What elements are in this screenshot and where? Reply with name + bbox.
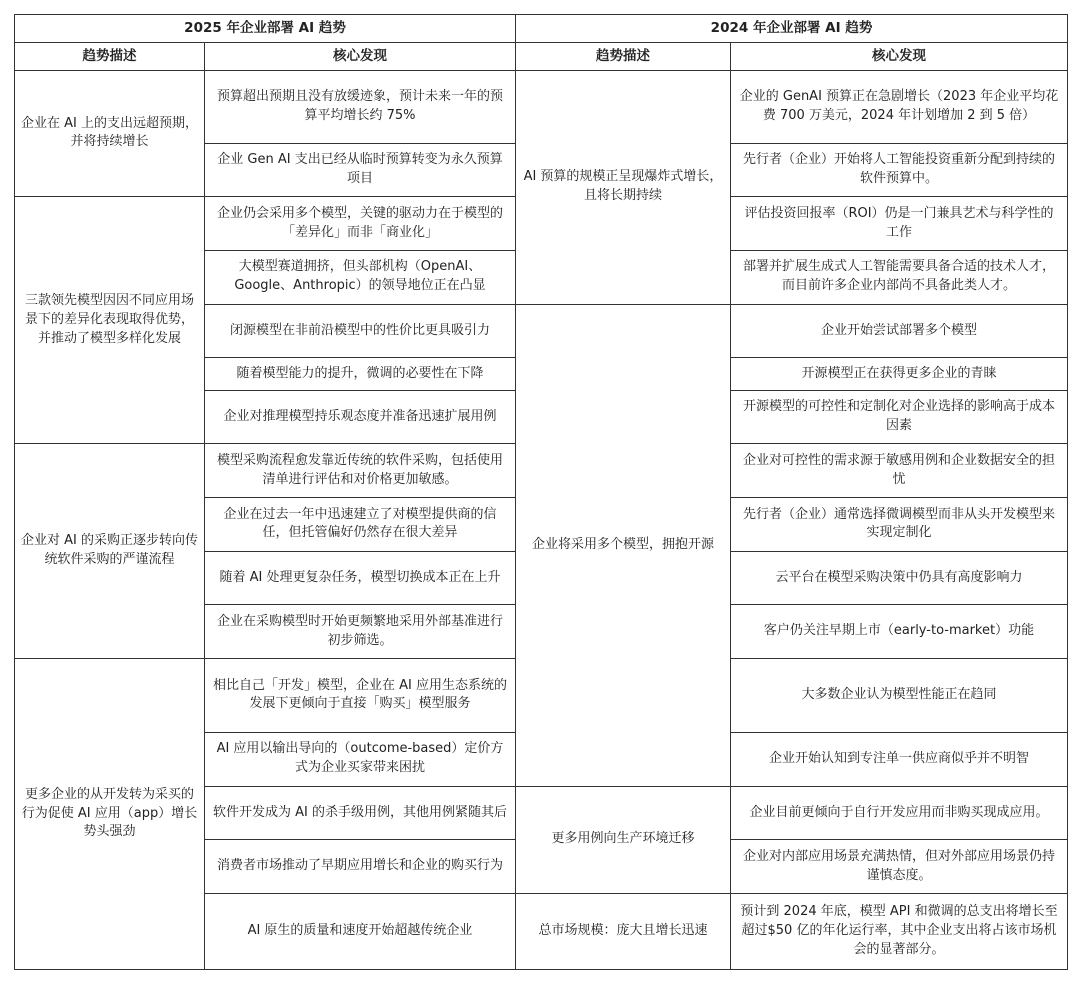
trend-comparison-table — [14, 14, 1068, 970]
trend-2024-cell: 企业将采用多个模型，拥抱开源 — [516, 304, 731, 786]
finding-2025-cell: 随着模型能力的提升，微调的必要性在下降 — [205, 358, 516, 390]
finding-2025-cell: 消费者市场推动了早期应用增长和企业的购买行为 — [205, 840, 516, 894]
trend-2024-cell: 总市场规模：庞大且增长迅速 — [516, 893, 731, 969]
trend-2024-cell: 更多用例向生产环境迁移 — [516, 786, 731, 893]
trend-2025-cell: 企业对 AI 的采购正逐步转向传统软件采购的严谨流程 — [15, 444, 205, 659]
finding-2025-cell: 企业 Gen AI 支出已经从临时预算转变为永久预算项目 — [205, 143, 516, 197]
finding-2024-cell: 开源模型正在获得更多企业的青睐 — [731, 358, 1068, 390]
finding-2025-cell: AI 应用以输出导向的（outcome-based）定价方式为企业买家带来困扰 — [205, 732, 516, 786]
finding-2024-cell: 企业开始尝试部署多个模型 — [731, 304, 1068, 358]
finding-2024-cell: 云平台在模型采购决策中仍具有高度影响力 — [731, 551, 1068, 605]
finding-2024-cell: 开源模型的可控性和定制化对企业选择的影响高于成本因素 — [731, 390, 1068, 444]
finding-2024-cell: 客户仍关注早期上市（early-to-market）功能 — [731, 605, 1068, 659]
finding-2024-cell: 评估投资回报率（ROI）仍是一门兼具艺术与科学性的工作 — [731, 197, 1068, 251]
finding-2025-cell: 企业在采购模型时开始更频繁地采用外部基准进行初步筛选。 — [205, 605, 516, 659]
finding-2025-cell: 模型采购流程愈发靠近传统的软件采购，包括使用清单进行评估和对价格更加敏感。 — [205, 444, 516, 498]
finding-2025-cell: 企业对推理模型持乐观态度并准备迅速扩展用例 — [205, 390, 516, 444]
finding-2025-cell: 大模型赛道拥挤，但头部机构（OpenAI、Google、Anthropic）的领导地位正在凸显 — [205, 250, 516, 304]
finding-2025-cell: 相比自己「开发」模型，企业在 AI 应用生态系统的发展下更倾向于直接「购买」模型服务 — [205, 659, 516, 733]
finding-2024-cell: 企业对内部应用场景充满热情，但对外部应用场景仍持谨慎态度。 — [731, 840, 1068, 894]
finding-2024-cell: 先行者（企业）开始将人工智能投资重新分配到持续的软件预算中。 — [731, 143, 1068, 197]
finding-2024-cell: 大多数企业认为模型性能正在趋同 — [731, 659, 1068, 733]
col-finding-2025: 核心发现 — [205, 43, 516, 70]
finding-2024-cell: 企业的 GenAI 预算正在急剧增长（2023 年企业平均花费 700 万美元，2024 年计划增加 2 到 5 倍） — [731, 70, 1068, 143]
trend-2024-cell: AI 预算的规模正呈现爆炸式增长，且将长期持续 — [516, 70, 731, 304]
finding-2025-cell: 预算超出预期且没有放缓迹象，预计未来一年的预算平均增长约 75% — [205, 70, 516, 143]
col-trend-2024: 趋势描述 — [516, 43, 731, 70]
trend-2025-cell: 企业在 AI 上的支出远超预期，并将持续增长 — [15, 70, 205, 197]
finding-2024-cell: 先行者（企业）通常选择微调模型而非从头开发模型来实现定制化 — [731, 498, 1068, 552]
finding-2025-cell: 企业仍会采用多个模型，关键的驱动力在于模型的「差异化」而非「商业化」 — [205, 197, 516, 251]
header-2024: 2024 年企业部署 AI 趋势 — [516, 15, 1068, 43]
finding-2024-cell: 部署并扩展生成式人工智能需要具备合适的技术人才，而目前许多企业内部尚不具备此类人才。 — [731, 250, 1068, 304]
finding-2024-cell: 企业目前更倾向于自行开发应用而非购买现成应用。 — [731, 786, 1068, 840]
finding-2025-cell: AI 原生的质量和速度开始超越传统企业 — [205, 893, 516, 969]
finding-2024-cell: 预计到 2024 年底，模型 API 和微调的总支出将增长至超过$50 亿的年化运行率，其中企业支出将占该市场机会的显著部分。 — [731, 893, 1068, 969]
trend-2025-cell: 更多企业的从开发转为采买的行为促使 AI 应用（app）增长势头强劲 — [15, 659, 205, 970]
finding-2025-cell: 企业在过去一年中迅速建立了对模型提供商的信任，但托管偏好仍然存在很大差异 — [205, 498, 516, 552]
finding-2025-cell: 随着 AI 处理更复杂任务，模型切换成本正在上升 — [205, 551, 516, 605]
trend-2025-cell: 三款领先模型因因不同应用场景下的差异化表现取得优势，并推动了模型多样化发展 — [15, 197, 205, 444]
finding-2024-cell: 企业对可控性的需求源于敏感用例和企业数据安全的担忧 — [731, 444, 1068, 498]
finding-2025-cell: 闭源模型在非前沿模型中的性价比更具吸引力 — [205, 304, 516, 358]
header-2025: 2025 年企业部署 AI 趋势 — [15, 15, 516, 43]
finding-2025-cell: 软件开发成为 AI 的杀手级用例，其他用例紧随其后 — [205, 786, 516, 840]
col-finding-2024: 核心发现 — [731, 43, 1068, 70]
finding-2024-cell: 企业开始认知到专注单一供应商似乎并不明智 — [731, 732, 1068, 786]
col-trend-2025: 趋势描述 — [15, 43, 205, 70]
